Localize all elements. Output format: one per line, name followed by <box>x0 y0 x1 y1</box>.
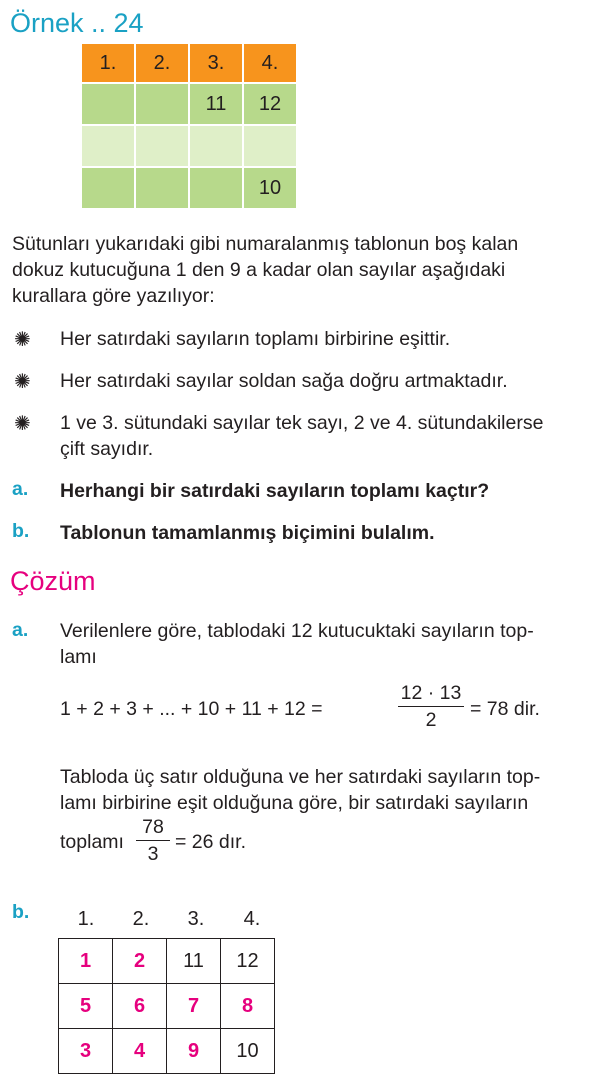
solution-b-marker: b. <box>12 901 30 923</box>
problem-cell <box>81 167 135 209</box>
intro-paragraph <box>12 231 592 309</box>
answer-cell: 12 <box>221 939 275 984</box>
answer-cell: 4 <box>113 1029 167 1074</box>
problem-cell <box>189 167 243 209</box>
fraction-bar <box>398 706 464 707</box>
answer-cell: 1 <box>59 939 113 984</box>
answer-cell: 9 <box>167 1029 221 1074</box>
answer-cell: 5 <box>59 984 113 1029</box>
problem-cell: 12 <box>243 83 297 125</box>
intro-line: kurallara göre yazılıyor: <box>12 285 215 307</box>
toplami-label: toplamı <box>60 831 124 853</box>
answer-table <box>58 938 275 1074</box>
solution-a-paragraph <box>60 764 590 816</box>
solution-a-para-line: lamı birbirine eşit olduğuna göre, bir satırdaki sayıların <box>60 792 529 814</box>
rule-line: 1 ve 3. sütundaki sayılar tek sayı, 2 ve 4. sütundakilerse <box>60 412 544 434</box>
solution-a-marker: a. <box>12 619 29 641</box>
question-marker: a. <box>12 478 29 500</box>
problem-cell <box>135 83 189 125</box>
answer-cell: 10 <box>221 1029 275 1074</box>
problem-cell <box>81 83 135 125</box>
answer-cell: 11 <box>167 939 221 984</box>
problem-table-row <box>81 83 297 125</box>
result-26: = 26 dır. <box>175 831 247 853</box>
answer-col-header: 1. <box>77 908 95 930</box>
equation-left: 1 + 2 + 3 + ... + 10 + 11 + 12 = <box>60 698 323 720</box>
problem-table-row <box>81 167 297 209</box>
problem-table <box>80 42 298 210</box>
problem-cell <box>135 125 189 167</box>
fraction-12x13-over-2 <box>398 682 464 731</box>
answer-col-header: 3. <box>187 908 205 930</box>
burst-bullet-icon: ✺ <box>14 413 31 435</box>
problem-cell <box>189 125 243 167</box>
question-text: Tablonun tamamlanmış biçimini bulalım. <box>60 522 435 544</box>
problem-col-header: 4. <box>243 43 297 83</box>
burst-bullet-icon: ✺ <box>14 371 31 393</box>
answer-table-row <box>59 939 275 984</box>
rule-text: Her satırdaki sayıların toplamı birbirine eşittir. <box>60 328 451 350</box>
intro-line: Sütunları yukarıdaki gibi numaralanmış tablonun boş kalan <box>12 233 519 255</box>
problem-col-header: 1. <box>81 43 135 83</box>
question-text: Herhangi bir satırdaki sayıların toplamı kaçtır? <box>60 480 490 502</box>
fraction-numerator: 12 · 13 <box>400 682 462 704</box>
fraction-denominator: 3 <box>147 843 159 865</box>
answer-col-header: 4. <box>243 908 261 930</box>
fraction-denominator: 2 <box>425 709 437 731</box>
problem-cell <box>243 125 297 167</box>
solution-a-text <box>60 618 590 670</box>
solution-a-line: Verilenlere göre, tablodaki 12 kutucuktaki sayıların top- <box>60 620 534 642</box>
rule-text <box>60 410 543 462</box>
fraction-bar <box>136 840 170 841</box>
solution-a-line: lamı <box>60 646 97 668</box>
answer-col-header: 2. <box>132 908 150 930</box>
fraction-78-over-3 <box>136 816 170 865</box>
answer-cell: 6 <box>113 984 167 1029</box>
answer-cell: 2 <box>113 939 167 984</box>
answer-table-row <box>59 1029 275 1074</box>
example-title: Örnek .. 24 <box>10 8 144 38</box>
answer-cell: 7 <box>167 984 221 1029</box>
answer-cell: 3 <box>59 1029 113 1074</box>
intro-line: dokuz kutucuğuna 1 den 9 a kadar olan sayılar aşağıdaki <box>12 259 506 281</box>
equation-right: = 78 dir. <box>470 698 540 720</box>
problem-cell: 10 <box>243 167 297 209</box>
burst-bullet-icon: ✺ <box>14 329 31 351</box>
problem-cell <box>135 167 189 209</box>
answer-cell: 8 <box>221 984 275 1029</box>
problem-cell: 11 <box>189 83 243 125</box>
problem-col-header: 2. <box>135 43 189 83</box>
rule-text: Her satırdaki sayılar soldan sağa doğru artmaktadır. <box>60 370 508 392</box>
problem-table-row <box>81 125 297 167</box>
solution-a-para-line: Tabloda üç satır olduğuna ve her satırdaki sayıların top- <box>60 766 541 788</box>
answer-table-row <box>59 984 275 1029</box>
question-marker: b. <box>12 520 30 542</box>
problem-cell <box>81 125 135 167</box>
solution-title: Çözüm <box>10 566 96 596</box>
problem-table-header-row <box>81 43 297 83</box>
fraction-numerator: 78 <box>142 816 164 838</box>
problem-col-header: 3. <box>189 43 243 83</box>
rule-line: çift sayıdır. <box>60 438 154 460</box>
